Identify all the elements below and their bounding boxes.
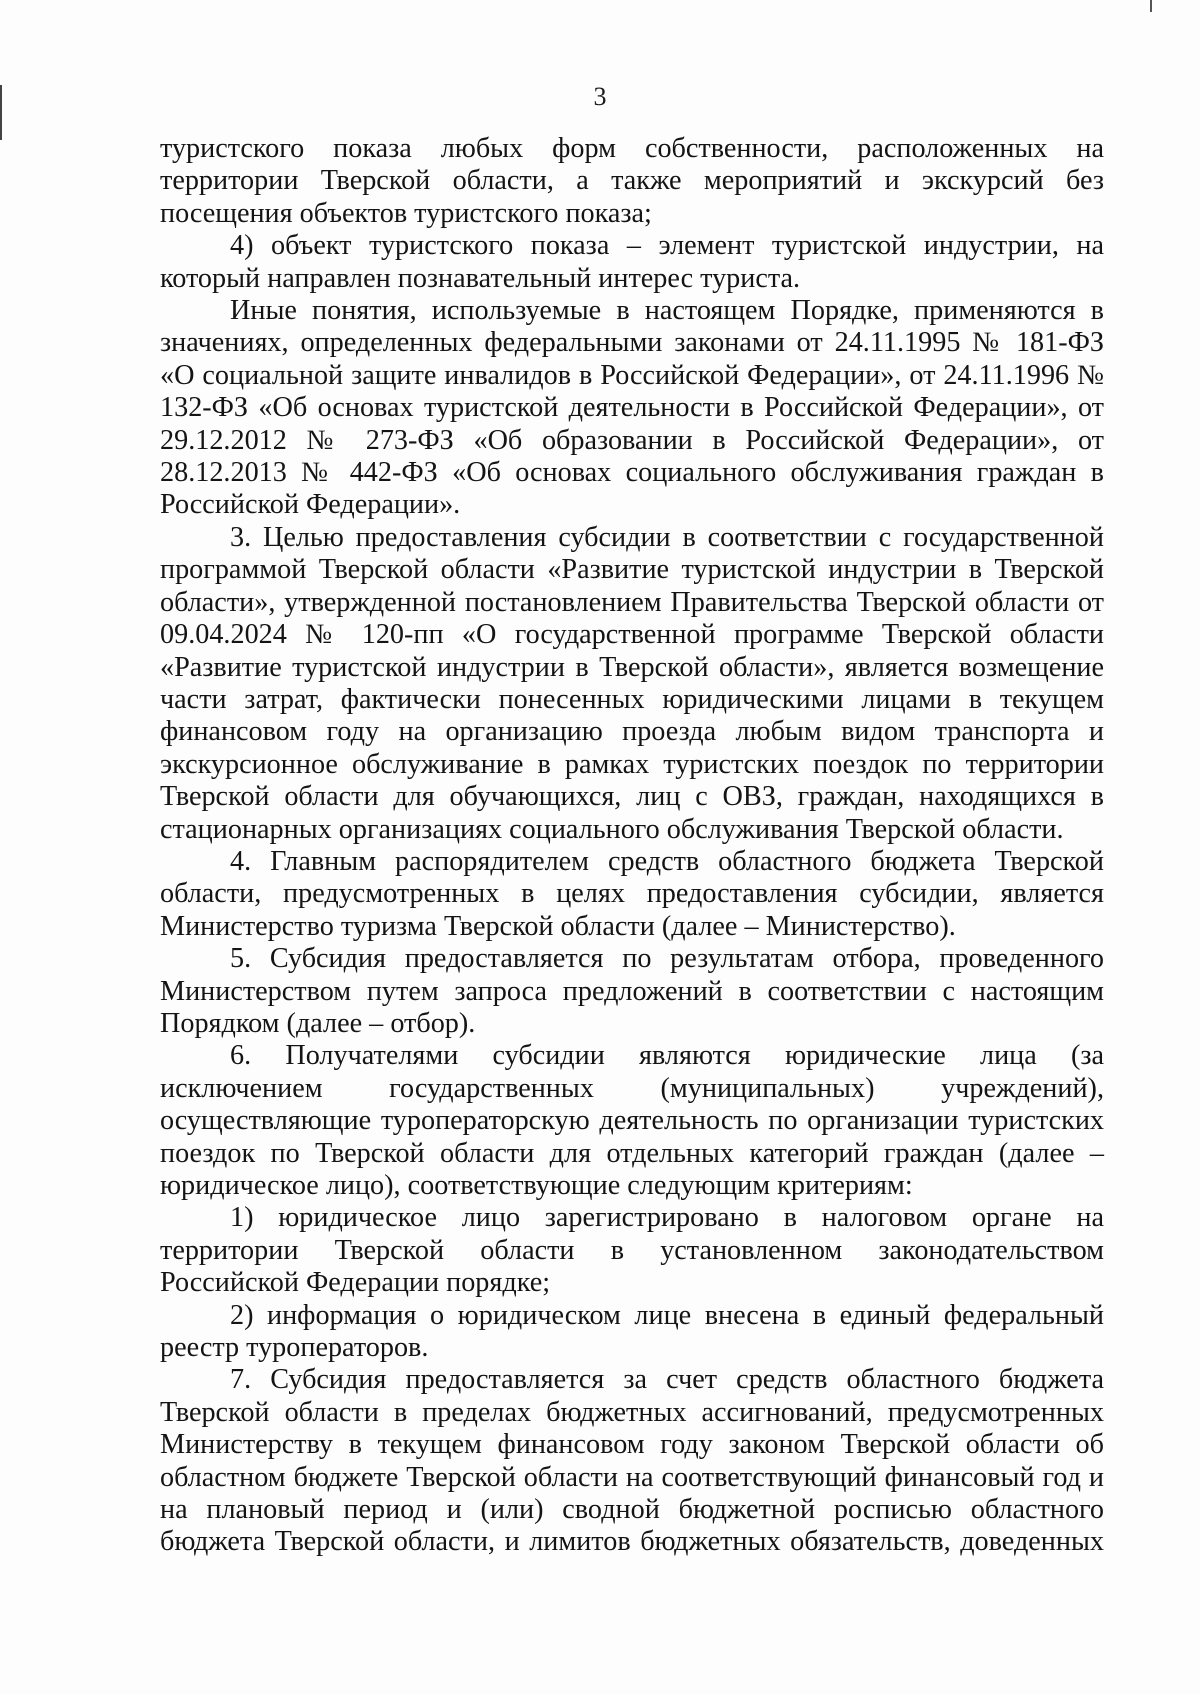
paragraph-3-purpose: 3. Целью предоставления субсидии в соответствии с государственной программой Тверской области «Развитие туристской индустрии в Тверской области», утвержденной постановлением Правительства Тверской области от 09.04.2024 № 120-пп «О государственной программе Тверской области «Развитие туристской индустрии в Тверской области», является возмещение части затрат, фактически понесенных юридическими лицами в текущем финансовом году на организацию проезда любым видом транспорта и экскурсионное обслуживание в рамках туристских поездок по территории Тверской области для обучающихся, лиц с ОВЗ, граждан, находящихся в стационарных организациях социального обслуживания Тверской области. bbox=[160, 521, 1104, 845]
paragraph-6-recipients: 6. Получателями субсидии являются юридические лица (за исключением государственных (муниципальных) учреждений), осуществляющие туроператорскую деятельность по организации туристских поездок по Тверской области для отдельных категорий граждан (далее – юридическое лицо), соответствующие следующим критериям: bbox=[160, 1040, 1104, 1201]
scan-edge-mark bbox=[1150, 0, 1152, 12]
paragraph-continuation: туристского показа любых форм собственности, расположенных на территории Тверской области, а также мероприятий и экскурсий без посещения объектов туристского показа; bbox=[160, 133, 1104, 229]
paragraph-7-funding: 7. Субсидия предоставляется за счет средств областного бюджета Тверской области в пределах бюджетных ассигнований, предусмотренных Министерству в текущем финансовом году законом Тверской области об областном бюджете Тверской области на соответствующий финансовый год и на плановый период и (или) сводной бюджетной росписью областного бюджета Тверской области, и лимитов бюджетных обязательств, доведенных bbox=[160, 1364, 1104, 1558]
document-body bbox=[160, 133, 1104, 1559]
paragraph-other-terms: Иные понятия, используемые в настоящем Порядке, применяются в значениях, определенных федеральными законами от 24.11.1995 № 181-ФЗ «О социальной защите инвалидов в Российской Федерации», от 24.11.1996 № 132-ФЗ «Об основах туристской деятельности в Российской Федерации», от 29.12.2012 № 273-ФЗ «Об образовании в Российской Федерации», от 28.12.2013 № 442-ФЗ «Об основах социального обслуживания граждан в Российской Федерации». bbox=[160, 295, 1104, 521]
paragraph-5-selection: 5. Субсидия предоставляется по результатам отбора, проведенного Министерством путем запроса предложений в соответствии с настоящим Порядком (далее – отбор). bbox=[160, 943, 1104, 1039]
paragraph-definition-4: 4) объект туристского показа – элемент туристской индустрии, на который направлен познавательный интерес туриста. bbox=[160, 230, 1104, 294]
paragraph-4-main-manager: 4. Главным распорядителем средств областного бюджета Тверской области, предусмотренных в целях предоставления субсидии, является Министерство туризма Тверской области (далее – Министерство). bbox=[160, 845, 1104, 942]
paragraph-criterion-2: 2) информация о юридическом лице внесена в единый федеральный реестр туроператоров. bbox=[160, 1299, 1104, 1364]
paragraph-criterion-1: 1) юридическое лицо зарегистрировано в налоговом органе на территории Тверской области в установленном законодательством Российской Федерации порядке; bbox=[160, 1202, 1104, 1299]
page-number: 3 bbox=[593, 82, 607, 111]
